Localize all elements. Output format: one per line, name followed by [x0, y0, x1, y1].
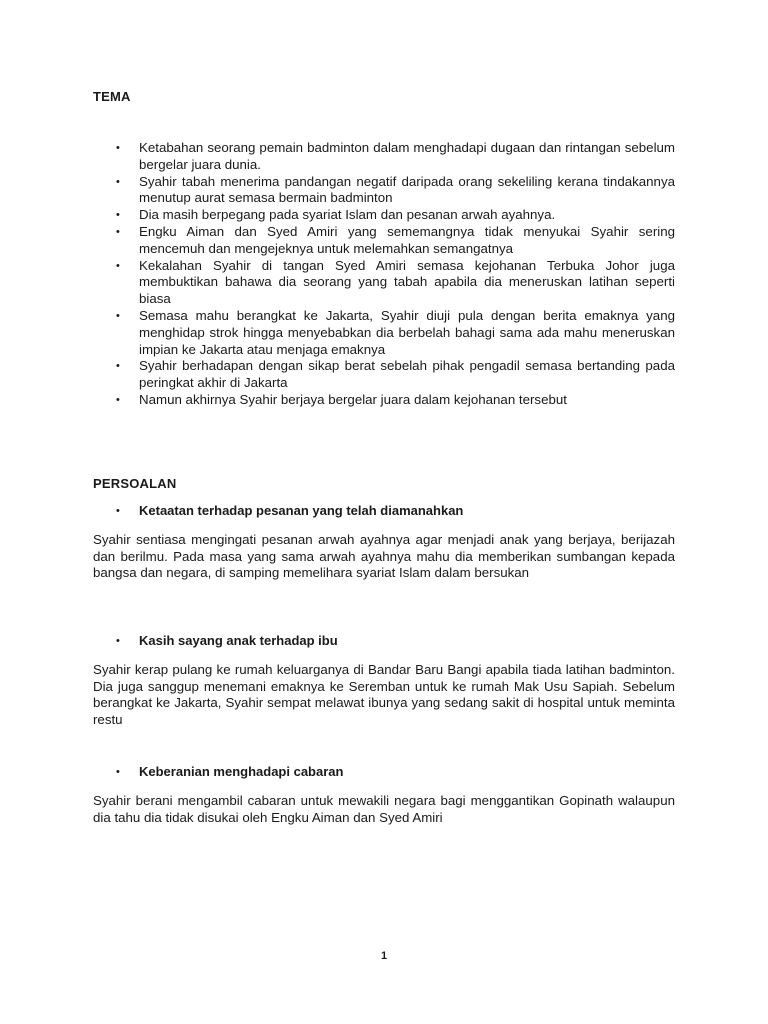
section-title: • Kasih sayang anak terhadap ibu	[116, 633, 338, 648]
persoalan-heading: PERSOALAN	[93, 476, 177, 491]
bullet-icon: •	[116, 209, 120, 222]
tema-list	[93, 140, 675, 409]
bullet-icon: •	[116, 766, 120, 778]
list-item: • Dia masih berpegang pada syariat Islam dan pesanan arwah ayahnya.	[116, 207, 556, 223]
list-item: • Ketabahan seorang pemain badminton dalam menghadapi dugaan dan rintangan sebelum bergelar juara dunia.	[116, 140, 675, 172]
list-item: • Namun akhirnya Syahir berjaya bergelar juara dalam kejohanan tersebut	[116, 391, 567, 407]
section-body: Syahir berani mengambil cabaran untuk mewakili negara bagi menggantikan Gopinath walaupun dia tahu dia tidak disukai oleh Engku Aiman dan Syed Amiri	[93, 792, 675, 825]
persoalan-section	[93, 764, 675, 826]
bullet-icon: •	[116, 259, 120, 272]
bullet-icon: •	[116, 635, 120, 647]
section-body: Syahir kerap pulang ke rumah keluarganya di Bandar Baru Bangi apabila tiada latihan badminton. Dia juga sanggup menemani emaknya ke Seremban untuk ke rumah Mak Usu Sapiah. Sebelum berangkat ke Jakarta, Syahir sempat melawat ibunya yang sedang sakit di hospital untuk meminta restu	[93, 661, 675, 728]
tema-heading: TEMA	[93, 89, 131, 104]
bullet-icon: •	[116, 309, 120, 322]
bullet-icon: •	[116, 360, 120, 373]
bullet-icon: •	[116, 225, 120, 238]
section-title: • Keberanian menghadapi cabaran	[116, 764, 344, 779]
section-title: • Ketaatan terhadap pesanan yang telah diamanahkan	[116, 503, 464, 518]
bullet-icon: •	[116, 393, 120, 406]
page-number: 1	[380, 950, 388, 962]
bullet-icon: •	[116, 505, 120, 517]
list-item: • Syahir berhadapan dengan sikap berat sebelah pihak pengadil semasa bertanding pada peringkat akhir di Jakarta	[116, 358, 675, 391]
list-item: • Kekalahan Syahir di tangan Syed Amiri semasa kejohanan Terbuka Johor juga membuktikan bahawa dia seorang yang tabah apabila dia meneruskan latihan seperti biasa	[116, 257, 675, 307]
bullet-icon: •	[116, 175, 120, 188]
list-item: • Engku Aiman dan Syed Amiri yang sememangnya tidak menyukai Syahir sering mencemuh dan mengejeknya untuk melemahkan semangatnya	[116, 223, 675, 256]
persoalan-section	[93, 633, 675, 729]
section-body: Syahir sentiasa mengingati pesanan arwah ayahnya agar menjadi anak yang berjaya, berijazah dan berilmu. Pada masa yang sama arwah ayahnya mahu dia memberikan sumbangan kepada bangsa dan negara, di samping memelihara syariat Islam dalam bersukan	[93, 531, 675, 581]
list-item: • Semasa mahu berangkat ke Jakarta, Syahir diuji pula dengan berita emaknya yang menghidap strok hingga menyebabkan dia berbelah bahagi sama ada mahu meneruskan impian ke Jakarta atau menjaga emaknya	[116, 307, 675, 357]
persoalan-section	[93, 503, 675, 582]
list-item: • Syahir tabah menerima pandangan negatif daripada orang sekeliling kerana tindakannya menutup aurat semasa bermain badminton	[116, 173, 675, 206]
bullet-icon: •	[116, 142, 120, 154]
